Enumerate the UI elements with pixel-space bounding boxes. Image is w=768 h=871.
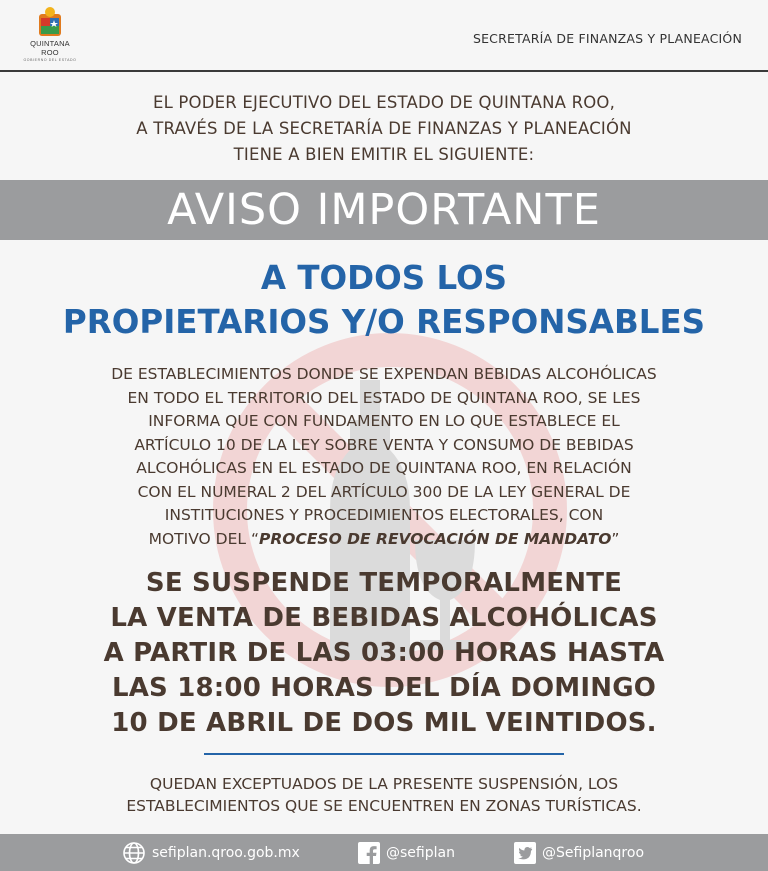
quintana-roo-logo [22, 6, 78, 66]
notice-line: 10 DE ABRIL DE DOS MIL VEINTIDOS. [111, 708, 657, 738]
logo-subtext: GOBIERNO DEL ESTADO [23, 58, 77, 62]
twitter-icon [514, 842, 536, 864]
body-line-suffix: ” [611, 529, 620, 548]
suspension-notice [0, 566, 768, 741]
body-line: ALCOHÓLICAS EN EL ESTADO DE QUINTANA ROO, EN RELACIÓN [136, 459, 632, 477]
globe-icon [122, 841, 146, 865]
audience-line: A TODOS LOS [260, 259, 508, 297]
exception-note [0, 773, 768, 817]
exception-line: ESTABLECIMIENTOS QUE SE ENCUENTREN EN ZONAS TURÍSTICAS. [126, 797, 642, 815]
header [0, 0, 768, 70]
audience-line: PROPIETARIOS Y/O RESPONSABLES [62, 303, 706, 341]
twitter-handle: @Sefiplanqroo [542, 844, 645, 861]
body-line: ARTÍCULO 10 DE LA LEY SOBRE VENTA Y CONSUMO DE BEBIDAS [134, 435, 634, 454]
body-line: CON EL NUMERAL 2 DEL ARTÍCULO 300 DE LA LEY GENERAL DE [137, 482, 631, 501]
website-link[interactable] [122, 834, 300, 871]
notice-line: A PARTIR DE LAS 03:00 HORAS HASTA [103, 638, 665, 668]
exception-line: QUEDAN EXCEPTUADOS DE LA PRESENTE SUSPENSIÓN, LOS [149, 775, 619, 793]
twitter-link[interactable] [514, 834, 644, 871]
website-text: sefiplan.qroo.gob.mx [152, 844, 300, 861]
intro-line: EL PODER EJECUTIVO DEL ESTADO DE QUINTANA ROO, [152, 93, 616, 112]
intro-text [0, 90, 768, 168]
facebook-icon [358, 842, 380, 864]
body-line: EN TODO EL TERRITORIO DEL ESTADO DE QUINTANA ROO, SE LES [127, 388, 641, 407]
body-line: INFORMA QUE CON FUNDAMENTO EN LO QUE ESTABLECE EL [148, 412, 620, 430]
facebook-link[interactable] [358, 834, 455, 871]
notice-title: AVISO IMPORTANTE [167, 185, 601, 235]
body-line: INSTITUCIONES Y PROCEDIMIENTOS ELECTORALES, CON [164, 506, 604, 524]
notice-line: SE SUSPENDE TEMPORALMENTE [145, 568, 623, 598]
department-name: SECRETARÍA DE FINANZAS Y PLANEACIÓN [472, 31, 742, 46]
header-divider [0, 70, 768, 72]
notice-line: LAS 18:00 HORAS DEL DÍA DOMINGO [111, 673, 657, 703]
facebook-handle: @sefiplan [386, 844, 455, 861]
audience-heading [0, 256, 768, 344]
footer-bar [0, 834, 768, 871]
body-line-prefix: MOTIVO DEL “ [148, 529, 259, 548]
section-divider [204, 753, 564, 755]
coat-of-arms-icon [37, 6, 63, 38]
body-line [34, 528, 734, 552]
title-banner [0, 180, 768, 240]
intro-line: A TRAVÉS DE LA SECRETARÍA DE FINANZAS Y PLANEACIÓN [136, 119, 632, 138]
process-name: PROCESO DE REVOCACIÓN DE MANDATO [258, 529, 612, 548]
intro-line: TIENE A BIEN EMITIR EL SIGUIENTE: [233, 145, 535, 164]
notice-line: LA VENTA DE BEBIDAS ALCOHÓLICAS [110, 603, 658, 633]
logo-text: QUINTANA ROO [30, 39, 70, 57]
legal-basis-paragraph [34, 363, 734, 551]
body-line: DE ESTABLECIMIENTOS DONDE SE EXPENDAN BEBIDAS ALCOHÓLICAS [111, 365, 657, 383]
